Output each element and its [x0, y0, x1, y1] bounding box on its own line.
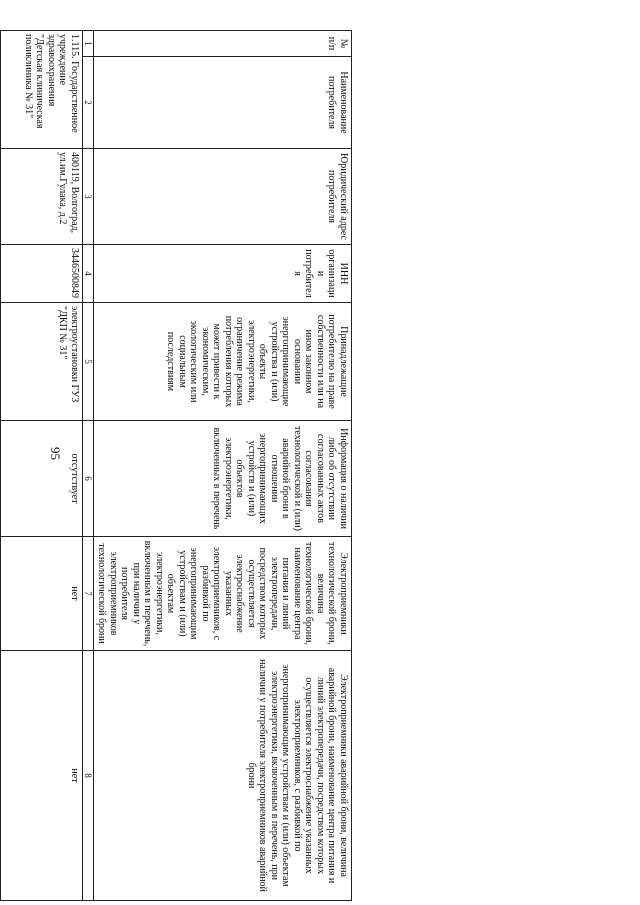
column-number-row	[82, 31, 93, 901]
column-number: 4	[82, 245, 93, 303]
column-number: 5	[82, 303, 93, 421]
consumers-table	[0, 30, 352, 901]
header-row	[94, 31, 352, 901]
header-emergency-reserve: Электроприемники аварийной брони, величина аварийной брони, наименование центра питания и линий электропередачи, посредством которых осуществляется электроснабжение указанных электроприемников, с разбивкой по энергопринимающим устройствам и (или) объектам электроэнергетики, включенным в перечень, при наличии у потребителя электроприемников аварийной брони	[94, 651, 352, 901]
inn-cell: 3446500849	[0, 245, 82, 303]
page-number: 95	[48, 447, 63, 460]
column-number: 1	[82, 31, 93, 57]
tech-reserve-cell: нет	[0, 537, 82, 651]
header-tech-reserve: Электроприемники технологической брони, величина технологической брони, наименование центра питания и линий электропередачи, посредством которых осуществляется электроснабжение указанных электроприемников, с разбивкой по энергопринимающим устройствам и (или) объектам электроэнергетики, включенным в перечень, при наличии у потребителя электроприемников технологической брони	[94, 537, 352, 651]
column-number: 8	[82, 651, 93, 901]
acts-cell: отсутствует	[0, 421, 82, 537]
header-devices: Принадлежащие потребителю на праве собственности или на ином законном основании энергопринимающие устройства и (или) объекты электроэнергетики, ограничение режима потребления которых может привести к экономическим, экологическим или социальным последствиям	[94, 303, 352, 421]
legal-address-cell: 400119, Волгоград, ул.им.Гулака, д.2	[0, 149, 82, 245]
emergency-reserve-cell: нет	[0, 651, 82, 901]
consumer-name-cell	[0, 31, 82, 149]
column-number: 6	[82, 421, 93, 537]
header-number: № п/п	[94, 31, 352, 57]
header-acts: Информация о наличии либо об отсутствии согласованных актов согласования технологической и (или) аварийной брони в отношении энергопринимающих устройств и (или) объектов электроэнергетики, включенных в перечень	[94, 421, 352, 537]
table-row	[0, 31, 82, 901]
column-number: 2	[82, 57, 93, 149]
consumer-name: Государственное учреждение здравоохранения "Детская клиническая поликлиника № 31"	[22, 34, 80, 133]
header-inn: ИНН организации потребителя	[94, 245, 352, 303]
devices-cell: электроустановки ГУЗ "ДКП № 31"	[0, 303, 82, 421]
row-number: 1.115.	[68, 34, 80, 59]
column-number: 3	[82, 149, 93, 245]
header-legal-address: Юридический адрес потребителя	[94, 149, 352, 245]
header-consumer-name: Наименование потребителя	[94, 57, 352, 149]
column-number: 7	[82, 537, 93, 651]
